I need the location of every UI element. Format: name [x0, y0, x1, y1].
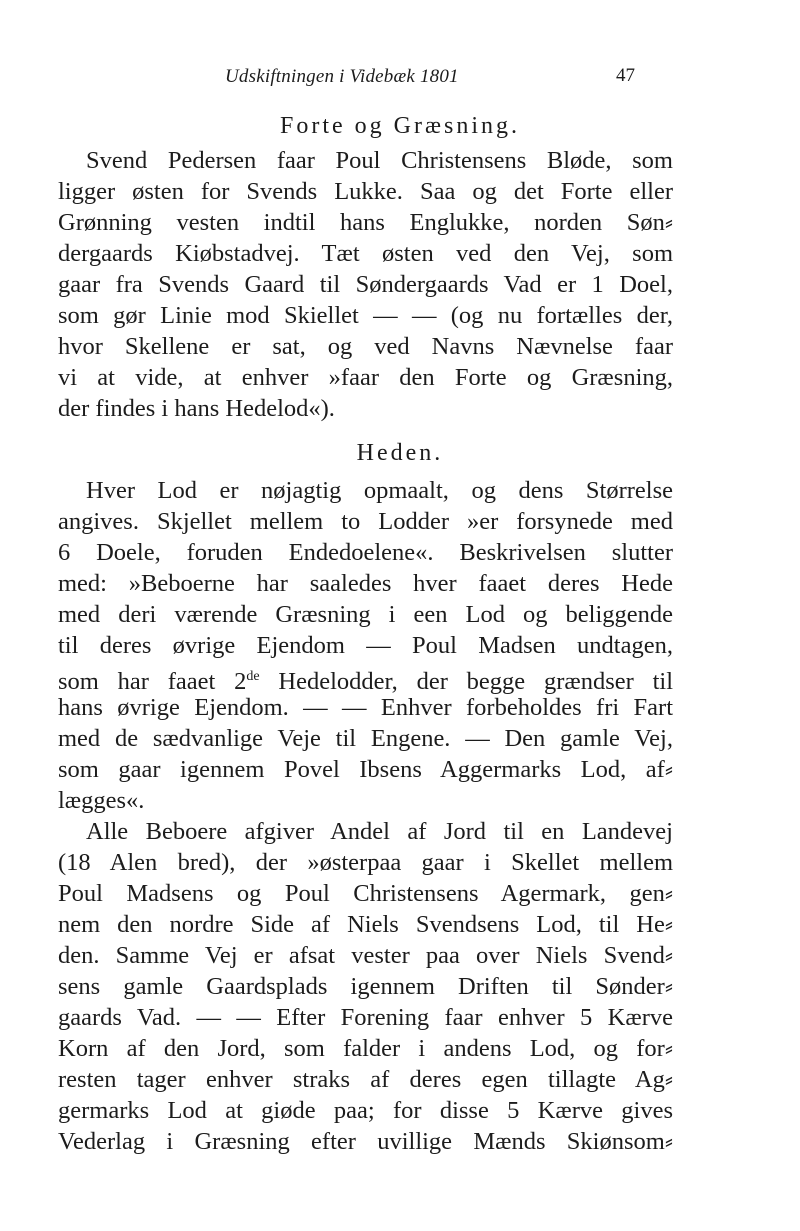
text-line: hans øvrige Ejendom. — — Enhver forbeholdes fri Fart — [58, 694, 673, 721]
text-line: som gør Linie mod Skiellet — — (og nu fortælles der, — [58, 302, 673, 329]
running-title: Udskiftningen i Videbæk 1801 — [225, 66, 459, 87]
text-line: den. Samme Vej er afsat vester paa over Niels Svend⸗ — [58, 942, 673, 969]
text-line: nem den nordre Side af Niels Svendsens Lod, til He⸗ — [58, 911, 673, 938]
text-line: germarks Lod at giøde paa; for disse 5 Kærve gives — [58, 1097, 673, 1124]
text-line: angives. Skjellet mellem to Lodder »er forsynede med — [58, 508, 673, 535]
text-line: der findes i hans Hedelod«). — [58, 395, 335, 422]
text-line — [58, 662, 673, 697]
text-line: lægges«. — [58, 787, 145, 814]
text-line: med de sædvanlige Veje til Engene. — Den gamle Vej, — [58, 725, 673, 752]
text-line: som gaar igennem Povel Ibsens Aggermarks Lod, af⸗ — [58, 756, 673, 783]
text-line: hvor Skellene er sat, og ved Navns Nævnelse faar — [58, 333, 673, 360]
text-line: 6 Doele, foruden Endedoelene«. Beskrivelsen slutter — [58, 539, 673, 566]
text-line: resten tager enhver straks af deres egen tillagte Ag⸗ — [58, 1066, 673, 1093]
text-line: vi at vide, at enhver »faar den Forte og Græsning, — [58, 364, 673, 391]
text-line: med deri værende Græsning i een Lod og beliggende — [58, 601, 673, 628]
text-fragment: Hedelodder, der begge grændser til — [259, 668, 673, 696]
section-heading-heden: Heden. — [356, 440, 444, 466]
text-line: Korn af den Jord, som falder i andens Lod, og for⸗ — [58, 1035, 673, 1062]
text-line: med: »Beboerne har saaledes hver faaet deres Hede — [58, 570, 673, 597]
text-line: til deres øvrige Ejendom — Poul Madsen undtagen, — [58, 632, 673, 659]
text-line: Svend Pedersen faar Poul Christensens Bløde, som — [86, 147, 673, 174]
page-number: 47 — [616, 65, 635, 86]
text-line: gaards Vad. — — Efter Forening faar enhver 5 Kærve — [58, 1004, 673, 1031]
text-line: gaar fra Svends Gaard til Søndergaards Vad er 1 Doel, — [58, 271, 673, 298]
superscript: de — [246, 669, 260, 684]
text-line: Hver Lod er nøjagtig opmaalt, og dens Størrelse — [86, 477, 673, 504]
text-line: Grønning vesten indtil hans Englukke, norden Søn⸗ — [58, 209, 673, 236]
text-line: ligger østen for Svends Lukke. Saa og det Forte eller — [58, 178, 673, 205]
text-line: (18 Alen bred), der »østerpaa gaar i Skellet mellem — [58, 849, 673, 876]
text-line: Alle Beboere afgiver Andel af Jord til en Landevej — [86, 818, 673, 845]
text-line: Vederlag i Græsning efter uvillige Mænds Skiønsom⸗ — [58, 1128, 673, 1155]
section-heading-forte: Forte og Græsning. — [280, 113, 520, 139]
text-line: Poul Madsens og Poul Christensens Agermark, gen⸗ — [58, 880, 673, 907]
text-line: dergaards Kiøbstadvej. Tæt østen ved den Vej, som — [58, 240, 673, 267]
text-line: sens gamle Gaardsplads igennem Driften til Sønder⸗ — [58, 973, 673, 1000]
text-fragment: som har faaet 2 — [58, 668, 247, 696]
page-header — [60, 66, 660, 92]
